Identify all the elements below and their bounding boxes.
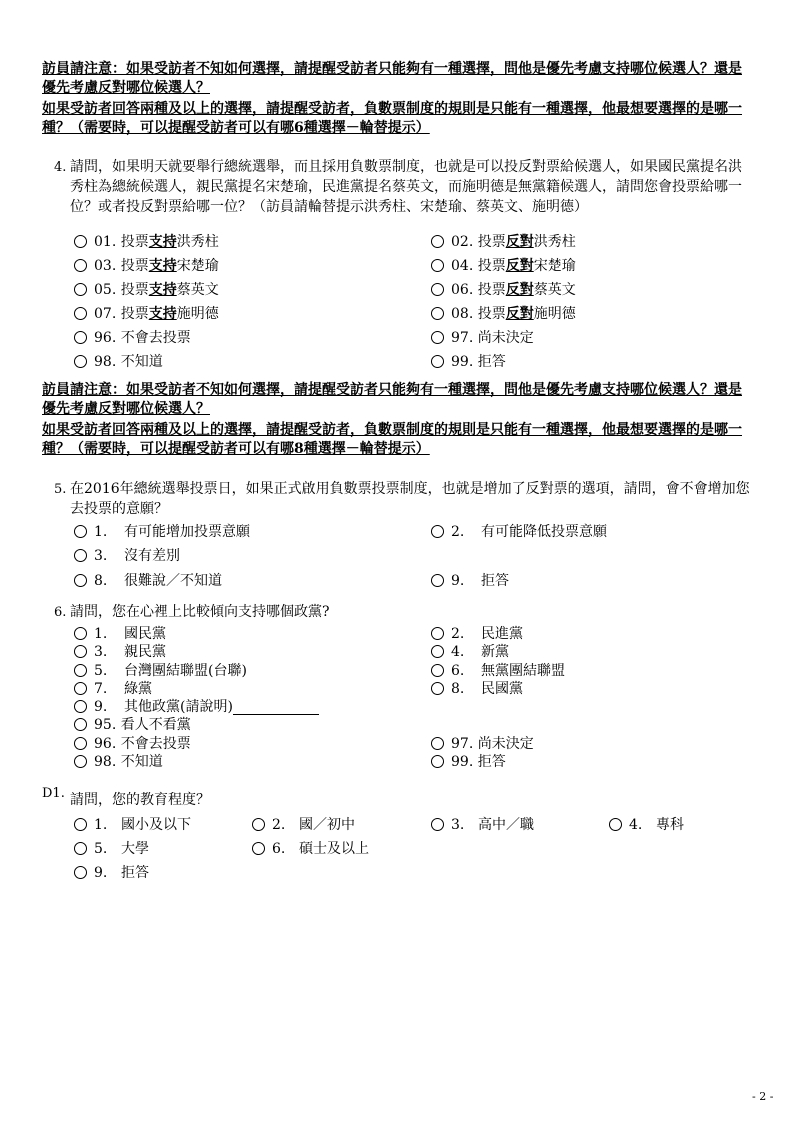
q4-option-99[interactable]: 99. 拒答	[431, 354, 506, 370]
radio-icon[interactable]	[74, 525, 87, 538]
question-5-number: 5.	[54, 482, 67, 497]
q4-option-98[interactable]: 98. 不知道	[74, 354, 163, 370]
radio-icon[interactable]	[74, 574, 87, 587]
q5-option-8[interactable]: 8. 很難說／不知道	[74, 573, 222, 589]
d1-option-2[interactable]: 2. 國／初中	[252, 817, 355, 833]
q5-option-2[interactable]: 2. 有可能降低投票意願	[431, 524, 607, 540]
page-number: - 2 -	[752, 1090, 774, 1103]
q4-option-08[interactable]: 08. 投票反對施明德	[431, 306, 576, 322]
interviewer-note-4: 如果受訪者回答兩種及以上的選擇，請提醒受訪者，負數票制度的規則是只能有一種選擇，他最想要選擇的是哪一種？（需要時，可以提醒受訪者可以有哪8種選擇－輪替提示）	[42, 422, 742, 457]
radio-icon[interactable]	[431, 525, 444, 538]
radio-icon[interactable]	[74, 355, 87, 368]
q4-option-04[interactable]: 04. 投票反對宋楚瑜	[431, 258, 576, 274]
q6-option-8[interactable]: 8. 民國黨	[431, 681, 523, 697]
radio-icon[interactable]	[74, 283, 87, 296]
interviewer-note-1: 訪員請注意：如果受訪者不知如何選擇，請提醒受訪者只能夠有一種選擇，問他是優先考慮支持哪位候選人？還是優先考慮反對哪位候選人？	[42, 61, 742, 96]
other-party-blank[interactable]	[233, 702, 319, 715]
radio-icon[interactable]	[431, 645, 444, 658]
q6-option-7[interactable]: 7. 綠黨	[74, 681, 152, 697]
radio-icon[interactable]	[74, 818, 87, 831]
radio-icon[interactable]	[431, 355, 444, 368]
q6-option-1[interactable]: 1. 國民黨	[74, 626, 166, 642]
q4-option-02[interactable]: 02. 投票反對洪秀柱	[431, 234, 576, 250]
q4-option-97[interactable]: 97. 尚未決定	[431, 330, 534, 346]
question-5-text: 在2016年總統選舉投票日，如果正式啟用負數票投票制度，也就是增加了反對票的選項，請問，會不會增加您去投票的意願？	[70, 481, 750, 517]
radio-icon[interactable]	[74, 866, 87, 879]
radio-icon[interactable]	[431, 755, 444, 768]
q6-option-6[interactable]: 6. 無黨團結聯盟	[431, 663, 565, 679]
question-d1-text: 請問，您的教育程度？	[70, 792, 210, 808]
radio-icon[interactable]	[431, 307, 444, 320]
radio-icon[interactable]	[431, 259, 444, 272]
q6-option-9[interactable]: 9. 其他政黨(請說明)	[74, 699, 319, 715]
radio-icon[interactable]	[431, 283, 444, 296]
d1-option-4[interactable]: 4. 專科	[609, 817, 684, 833]
q4-option-96[interactable]: 96. 不會去投票	[74, 330, 191, 346]
radio-icon[interactable]	[431, 235, 444, 248]
radio-icon[interactable]	[431, 664, 444, 677]
q5-option-3[interactable]: 3. 沒有差別	[74, 548, 180, 564]
radio-icon[interactable]	[74, 842, 87, 855]
interviewer-note-2: 如果受訪者回答兩種及以上的選擇，請提醒受訪者，負數票制度的規則是只能有一種選擇，他最想要選擇的是哪一種？（需要時，可以提醒受訪者可以有哪6種選擇－輪替提示）	[42, 101, 742, 136]
q6-option-4[interactable]: 4. 新黨	[431, 644, 509, 660]
q5-option-1[interactable]: 1. 有可能增加投票意願	[74, 524, 250, 540]
q6-option-3[interactable]: 3. 親民黨	[74, 644, 166, 660]
radio-icon[interactable]	[74, 718, 87, 731]
q6-option-98[interactable]: 98. 不知道	[74, 754, 163, 770]
q6-option-96[interactable]: 96. 不會去投票	[74, 736, 191, 752]
radio-icon[interactable]	[74, 737, 87, 750]
d1-option-6[interactable]: 6. 碩士及以上	[252, 841, 369, 857]
q6-option-5[interactable]: 5. 台灣團結聯盟(台聯)	[74, 663, 247, 679]
radio-icon[interactable]	[74, 259, 87, 272]
q5-option-9[interactable]: 9. 拒答	[431, 573, 509, 589]
radio-icon[interactable]	[252, 818, 265, 831]
q4-option-07[interactable]: 07. 投票支持施明德	[74, 306, 219, 322]
radio-icon[interactable]	[74, 682, 87, 695]
q4-option-05[interactable]: 05. 投票支持蔡英文	[74, 282, 219, 298]
radio-icon[interactable]	[431, 682, 444, 695]
radio-icon[interactable]	[431, 331, 444, 344]
radio-icon[interactable]	[74, 755, 87, 768]
q4-option-06[interactable]: 06. 投票反對蔡英文	[431, 282, 576, 298]
question-4-text: 請問，如果明天就要舉行總統選舉，而且採用負數票制度，也就是可以投反對票給候選人，如果國民黨提名洪秀柱為總統候選人，親民黨提名宋楚瑜，民進黨提名蔡英文，而施明德是無黨籍候選人，請問您會投票給哪一位？或者投反對票給哪一位？（訪員請輪替提示洪秀柱、宋楚瑜、蔡英文、施明德）	[70, 159, 742, 215]
radio-icon[interactable]	[252, 842, 265, 855]
q4-option-03[interactable]: 03. 投票支持宋楚瑜	[74, 258, 219, 274]
q4-option-01[interactable]: 01. 投票支持洪秀柱	[74, 234, 219, 250]
radio-icon[interactable]	[431, 737, 444, 750]
radio-icon[interactable]	[74, 307, 87, 320]
radio-icon[interactable]	[609, 818, 622, 831]
radio-icon[interactable]	[74, 549, 87, 562]
radio-icon[interactable]	[431, 627, 444, 640]
q6-option-99[interactable]: 99. 拒答	[431, 754, 506, 770]
question-6-text: 請問，您在心裡上比較傾向支持哪個政黨?	[70, 604, 330, 620]
question-d1-number: D1.	[42, 786, 65, 801]
d1-option-1[interactable]: 1. 國小及以下	[74, 817, 191, 833]
q6-option-2[interactable]: 2. 民進黨	[431, 626, 523, 642]
d1-option-9[interactable]: 9. 拒答	[74, 865, 149, 881]
radio-icon[interactable]	[431, 574, 444, 587]
q6-option-95[interactable]: 95. 看人不看黨	[74, 717, 191, 733]
d1-option-5[interactable]: 5. 大學	[74, 841, 149, 857]
radio-icon[interactable]	[431, 818, 444, 831]
d1-option-3[interactable]: 3. 高中／職	[431, 817, 534, 833]
radio-icon[interactable]	[74, 664, 87, 677]
radio-icon[interactable]	[74, 331, 87, 344]
q6-option-97[interactable]: 97. 尚未決定	[431, 736, 534, 752]
radio-icon[interactable]	[74, 235, 87, 248]
question-6-number: 6.	[54, 605, 67, 620]
question-4-number: 4.	[54, 160, 67, 175]
interviewer-note-3: 訪員請注意：如果受訪者不知如何選擇，請提醒受訪者只能夠有一種選擇，問他是優先考慮支持哪位候選人？還是優先考慮反對哪位候選人？	[42, 382, 742, 417]
radio-icon[interactable]	[74, 700, 87, 713]
radio-icon[interactable]	[74, 627, 87, 640]
radio-icon[interactable]	[74, 645, 87, 658]
